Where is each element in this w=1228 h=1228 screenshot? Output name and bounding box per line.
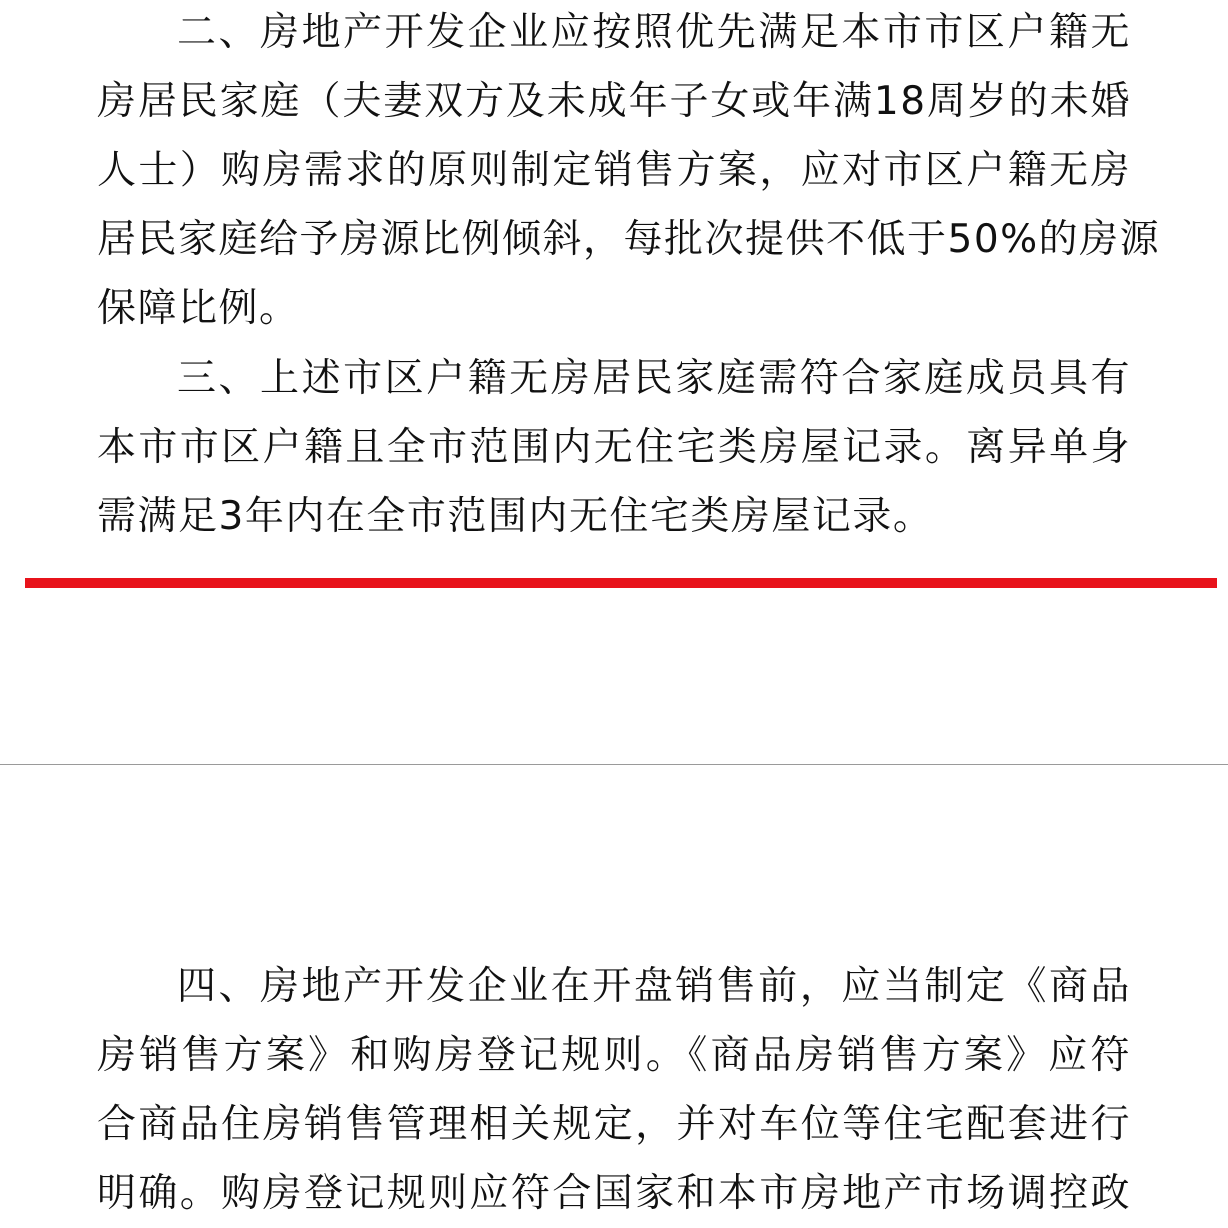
text-line: 合商品住房销售管理相关规定，并对车位等住宅配套进行 bbox=[97, 1102, 1131, 1147]
text-line: 房销售方案》和购房登记规则。《商品房销售方案》应符 bbox=[97, 1033, 1131, 1078]
paragraph-clause-3 bbox=[97, 344, 1131, 551]
text-line: 房居民家庭（夫妻双方及未成年子女或年满18周岁的未婚 bbox=[97, 79, 1131, 124]
text-line: 明确。购房登记规则应符合国家和本市房地产市场调控政 bbox=[97, 1171, 1131, 1216]
text-line: 居民家庭给予房源比例倾斜，每批次提供不低于50%的房源 bbox=[97, 217, 1161, 262]
text-line: 保障比例。 bbox=[97, 286, 300, 331]
text-line: 人士）购房需求的原则制定销售方案，应对市区户籍无房 bbox=[97, 148, 1131, 193]
red-divider-rule bbox=[25, 578, 1217, 588]
paragraph-clause-4 bbox=[97, 952, 1131, 1228]
text-line: 本市市区户籍且全市范围内无住宅类房屋记录。离异单身 bbox=[97, 425, 1131, 470]
paragraph-clause-2 bbox=[97, 0, 1161, 343]
text-line: 二、房地产开发企业应按照优先满足本市市区户籍无 bbox=[177, 10, 1131, 55]
text-line: 四、房地产开发企业在开盘销售前，应当制定《商品 bbox=[177, 964, 1131, 1009]
text-line: 三、上述市区户籍无房居民家庭需符合家庭成员具有 bbox=[177, 356, 1131, 401]
text-line: 需满足3年内在全市范围内无住宅类房屋记录。 bbox=[97, 494, 934, 539]
page-break-line bbox=[0, 764, 1228, 765]
